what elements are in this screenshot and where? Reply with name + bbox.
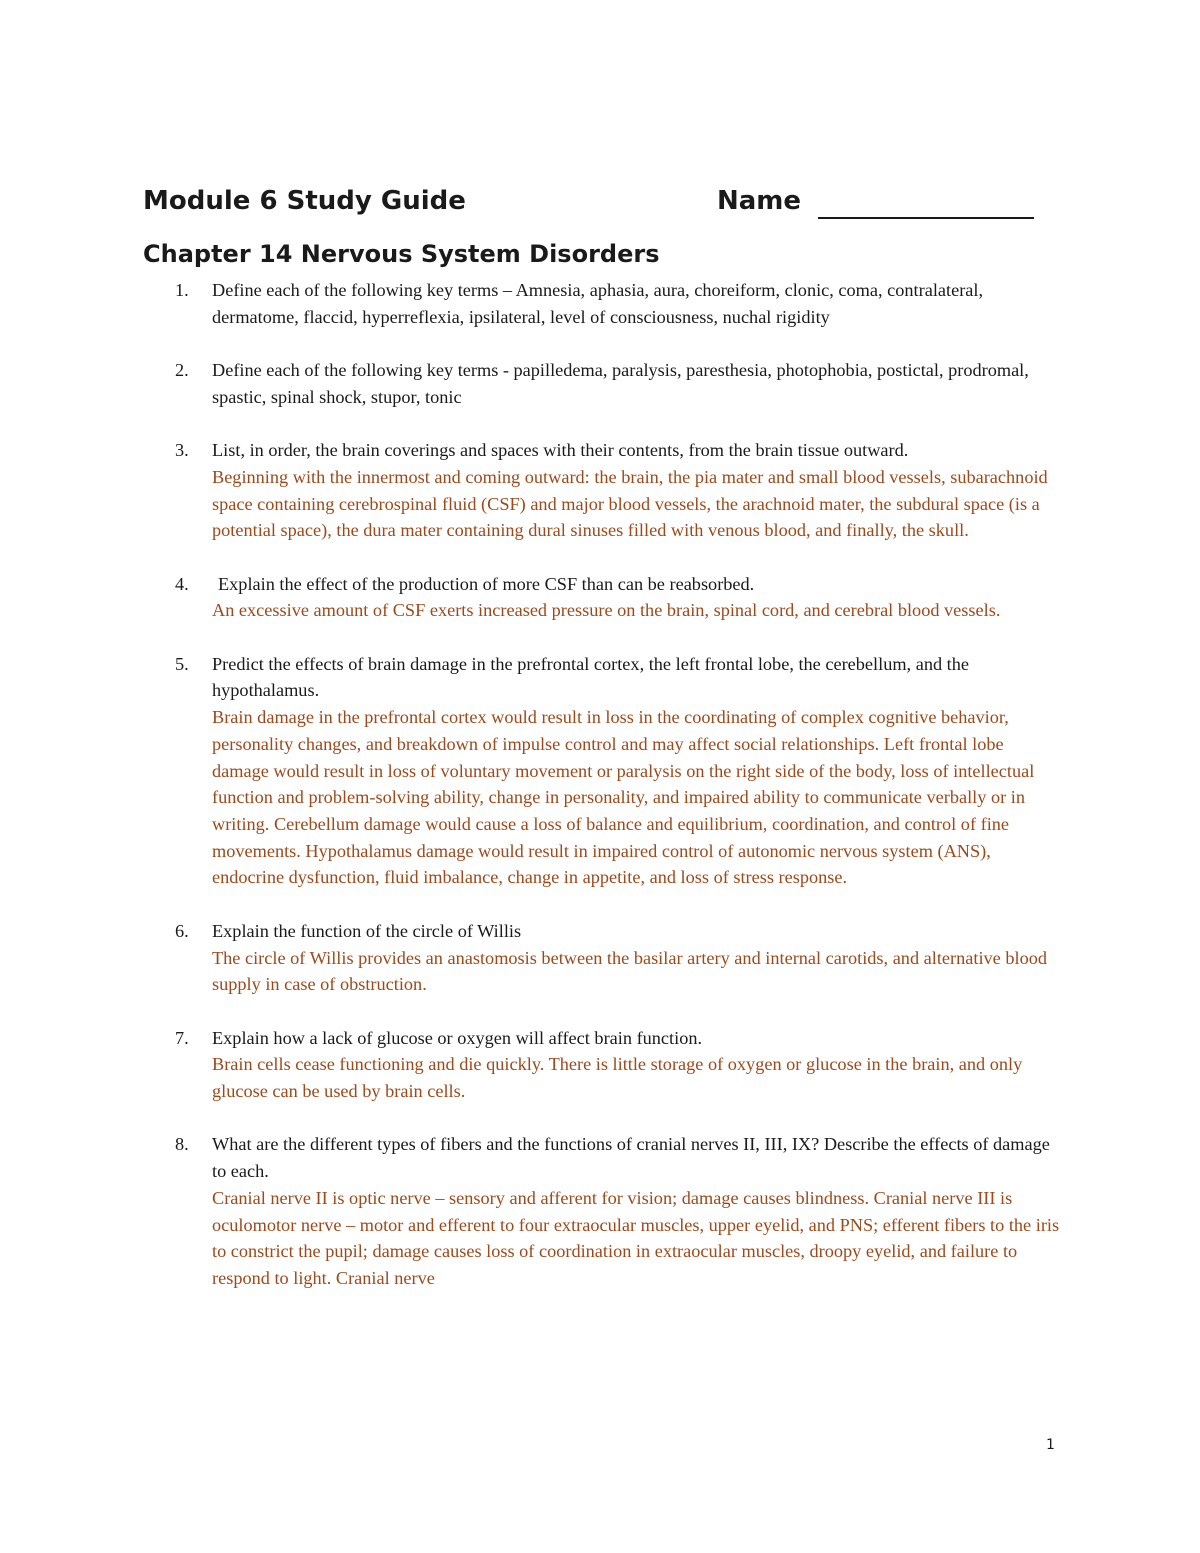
page-number: 1 [1046, 1437, 1055, 1453]
question-answer: Brain cells cease functioning and die quickly. There is little storage of oxygen or glucose in the brain, and only glucose can be used by brain cells. [212, 1054, 1023, 1101]
question-number: 8. [175, 1134, 189, 1155]
name-blank-line [818, 217, 1034, 219]
question-item [0, 437, 1062, 544]
question-item [0, 571, 1062, 624]
question-number: 5. [175, 653, 189, 674]
question-list [0, 277, 1200, 1318]
question-item [0, 918, 1062, 998]
question-prompt: Explain the function of the circle of Willis [212, 920, 522, 941]
question-answer: Cranial nerve II is optic nerve – sensory and afferent for vision; damage causes blindness. Cranial nerve III is oculomotor nerve – motor and efferent to four extraocular muscles, upper eyelid, and PNS; efferent fibers to the iris to constrict the pupil; damage causes loss of coordination in extraocular muscles, droopy eyelid, and failure to respond to light. Cranial nerve [212, 1187, 1060, 1288]
question-number: 2. [175, 360, 189, 381]
question-prompt: Predict the effects of brain damage in the prefrontal cortex, the left frontal lobe, the cerebellum, and the hypothalamus. [212, 653, 970, 701]
title-row [143, 186, 1063, 226]
question-prompt: Define each of the following key terms - papilledema, paralysis, paresthesia, photophobia, postictal, prodromal, spastic, spinal shock, stupor, tonic [212, 360, 1029, 407]
question-answer: An excessive amount of CSF exerts increased pressure on the brain, spinal cord, and cerebral blood vessels. [212, 600, 1001, 621]
document-title: Module 6 Study Guide [143, 186, 466, 216]
question-answer: The circle of Willis provides an anastomosis between the basilar artery and internal carotids, and alternative blood supply in case of obstruction. [212, 947, 1048, 995]
question-item [0, 651, 1062, 891]
question-item [0, 277, 1062, 330]
question-prompt: List, in order, the brain coverings and spaces with their contents, from the brain tissue outward. [212, 440, 909, 461]
question-item [0, 1025, 1062, 1105]
question-answer: Brain damage in the prefrontal cortex would result in loss in the coordinating of complex cognitive behavior, personality changes, and breakdown of impulse control and may affect social relationships. Left frontal lobe damage would result in loss of voluntary movement or paralysis on the right side of the body, loss of intellectual function and problem-solving ability, change in personality, and impaired ability to communicate verbally or in writing. Cerebellum damage would cause a loss of balance and equilibrium, coordination, and control of fine movements. Hypothalamus damage would result in impaired control of autonomic nervous system (ANS), endocrine dysfunction, fluid imbalance, change in appetite, and loss of stress response. [212, 707, 1035, 888]
question-number: 1. [175, 280, 189, 300]
question-prompt: What are the different types of fibers and the functions of cranial nerves II, III, IX? Describe the effects of damage to each. [212, 1134, 1050, 1182]
chapter-heading: Chapter 14 Nervous System Disorders [143, 240, 660, 268]
question-item [0, 1131, 1062, 1291]
question-number: 3. [175, 440, 189, 461]
question-answer: Beginning with the innermost and coming outward: the brain, the pia mater and small blood vessels, subarachnoid space containing cerebrospinal fluid (CSF) and major blood vessels, the arachnoid mater, the subdural space (is a potential space), the dura mater containing dural sinuses filled with venous blood, and finally, the skull. [212, 466, 1048, 541]
question-prompt: Explain the effect of the production of more CSF than can be reabsorbed. [218, 573, 755, 594]
question-prompt: Explain how a lack of glucose or oxygen will affect brain function. [212, 1027, 703, 1048]
name-label: Name [717, 186, 802, 216]
question-number: 7. [175, 1027, 189, 1048]
question-prompt: Define each of the following key terms – Amnesia, aphasia, aura, choreiform, clonic, coma, contralateral, dermatome, flaccid, hyperreflexia, ipsilateral, level of consciousness, nuchal rigidity [212, 280, 984, 327]
question-number: 6. [175, 920, 189, 941]
question-number: 4. [175, 573, 189, 594]
question-item [0, 357, 1062, 410]
